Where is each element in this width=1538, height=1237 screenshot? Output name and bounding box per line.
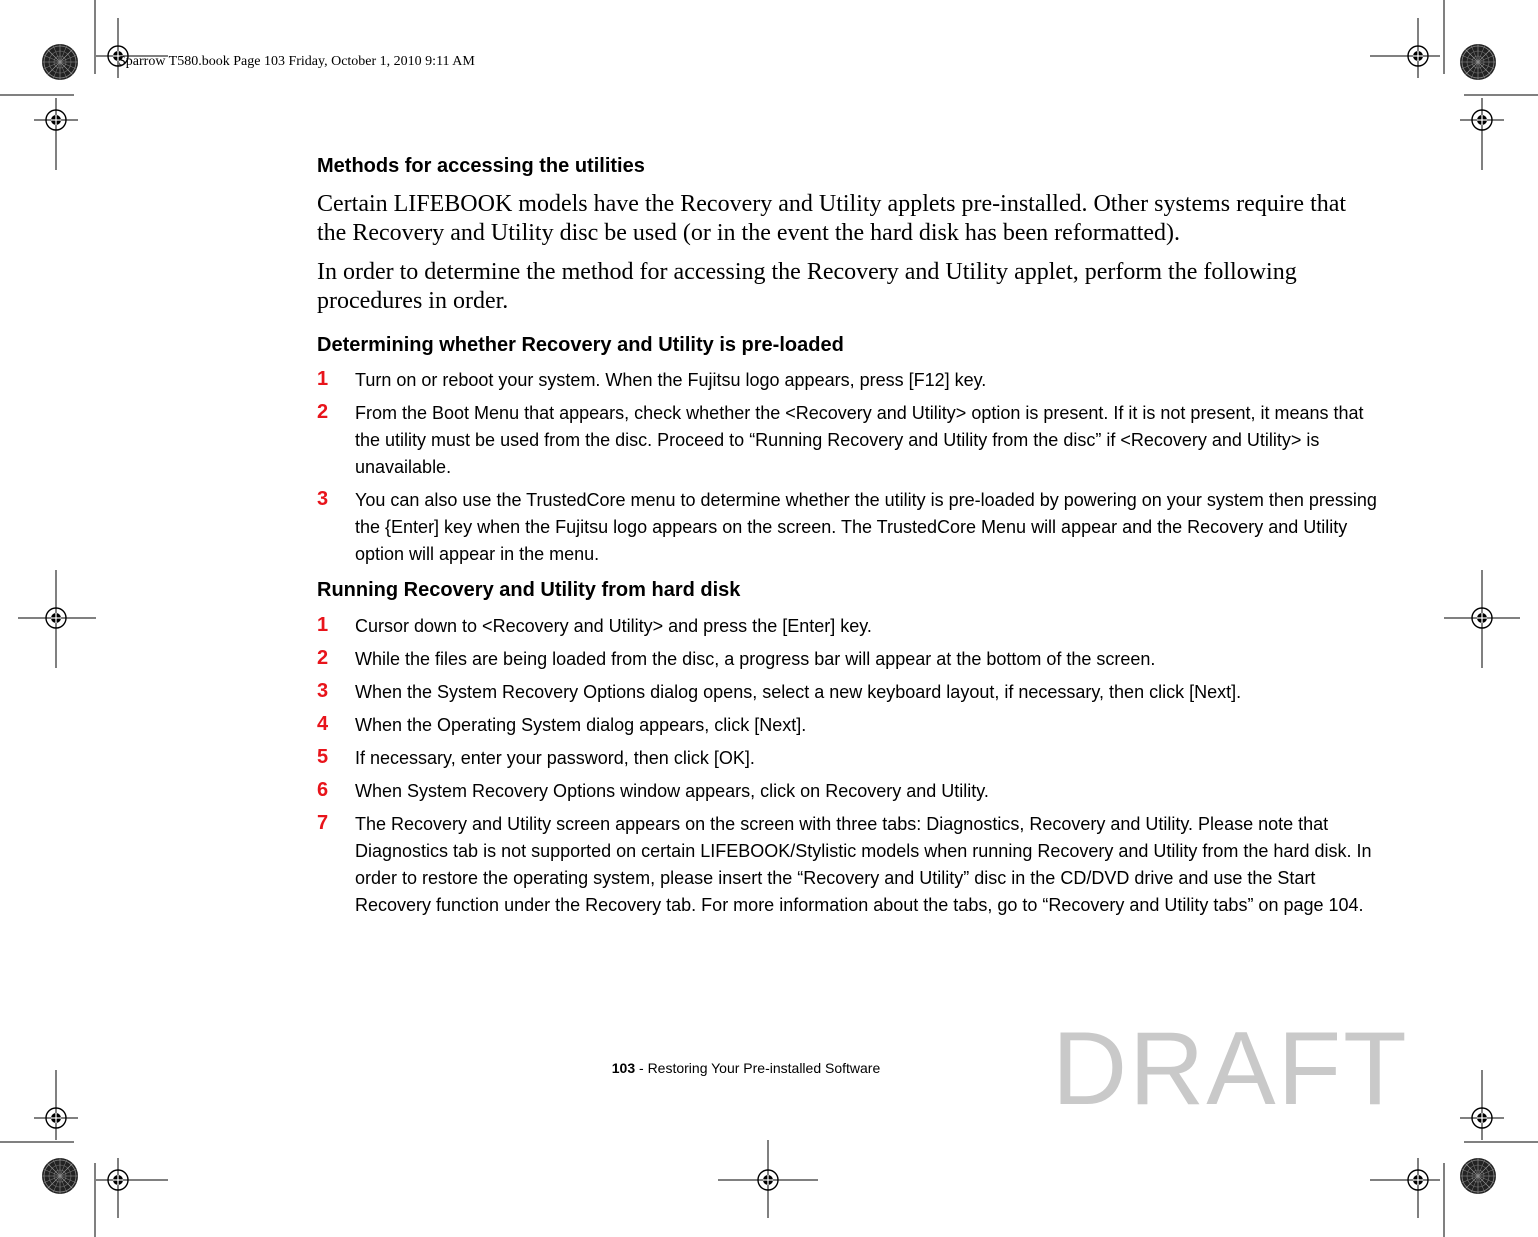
step-number: 1 [317, 368, 329, 390]
intro-paragraph: Certain LIFEBOOK models have the Recovery and Utility applets pre-installed. Other systems require that the Recovery and Utility disc be used (or in the event the hard disk has been reformatted). [317, 191, 1347, 246]
draft-watermark: DRAFT [1052, 1011, 1409, 1127]
list-item [317, 811, 1377, 919]
list-item [317, 679, 1377, 706]
step-text: When the Operating System dialog appears, click [Next]. [355, 715, 807, 735]
step-text: From the Boot Menu that appears, check whether the <Recovery and Utility> option is present. If it is not present, it means that the utility must be used from the disc. Proceed to “Running Recovery and Utility from the disc” if <Recovery and Utility> is unavailable. [355, 403, 1364, 477]
step-text: While the files are being loaded from the disc, a progress bar will appear at the bottom of the screen. [355, 649, 1156, 669]
step-number: 2 [317, 647, 329, 669]
list-item [317, 400, 1377, 481]
footer-separator: - [635, 1060, 648, 1076]
list-item [317, 613, 1377, 640]
step-number: 7 [317, 812, 329, 834]
step-number: 2 [317, 401, 329, 423]
list-item [317, 712, 1377, 739]
list-item [317, 487, 1377, 568]
page-content [317, 152, 1377, 925]
list-item [317, 745, 1377, 772]
step-number: 6 [317, 779, 329, 801]
step-number: 1 [317, 614, 329, 636]
page-number: 103 [611, 1060, 636, 1076]
footer-title: Restoring Your Pre-installed Software [647, 1060, 881, 1076]
step-text: Cursor down to <Recovery and Utility> and press the [Enter] key. [355, 616, 872, 636]
step-text: You can also use the TrustedCore menu to determine whether the utility is pre-loaded by powering on your system then pressing the {Enter] key when the Fujitsu logo appears on the screen. The TrustedCore Menu will appear and the Recovery and Utility option will appear in the menu. [355, 490, 1377, 564]
determining-steps [317, 367, 1377, 568]
order-paragraph: In order to determine the method for accessing the Recovery and Utility applet, perform the following procedures in order. [317, 259, 1297, 314]
running-steps [317, 613, 1377, 919]
running-heading: Running Recovery and Utility from hard disk [317, 579, 741, 601]
step-number: 3 [317, 488, 329, 510]
book-slug: Sparrow T580.book Page 103 Friday, October 1, 2010 9:11 AM [118, 54, 475, 69]
step-number: 5 [317, 746, 329, 768]
determining-heading: Determining whether Recovery and Utility is pre-loaded [317, 334, 844, 356]
step-text: When System Recovery Options window appears, click on Recovery and Utility. [355, 781, 989, 801]
step-number: 3 [317, 680, 329, 702]
step-number: 4 [317, 713, 329, 735]
section-heading: Methods for accessing the utilities [317, 155, 645, 177]
step-text: The Recovery and Utility screen appears on the screen with three tabs: Diagnostics, Recovery and Utility. Please note that Diagnostics tab is not supported on certain LIFEBOOK/Stylistic models when running Recovery and Utility from the hard disk. In order to restore the operating system, please insert the “Recovery and Utility” disc in the CD/DVD drive and use the Start Recovery function under the Recovery tab. For more information about the tabs, go to “Recovery and Utility tabs” on page 104. [355, 814, 1372, 915]
list-item [317, 367, 1377, 394]
list-item [317, 778, 1377, 805]
step-text: When the System Recovery Options dialog opens, select a new keyboard layout, if necessary, then click [Next]. [355, 682, 1242, 702]
step-text: If necessary, enter your password, then click [OK]. [355, 748, 755, 768]
step-text: Turn on or reboot your system. When the Fujitsu logo appears, press [F12] key. [355, 370, 987, 390]
list-item [317, 646, 1377, 673]
